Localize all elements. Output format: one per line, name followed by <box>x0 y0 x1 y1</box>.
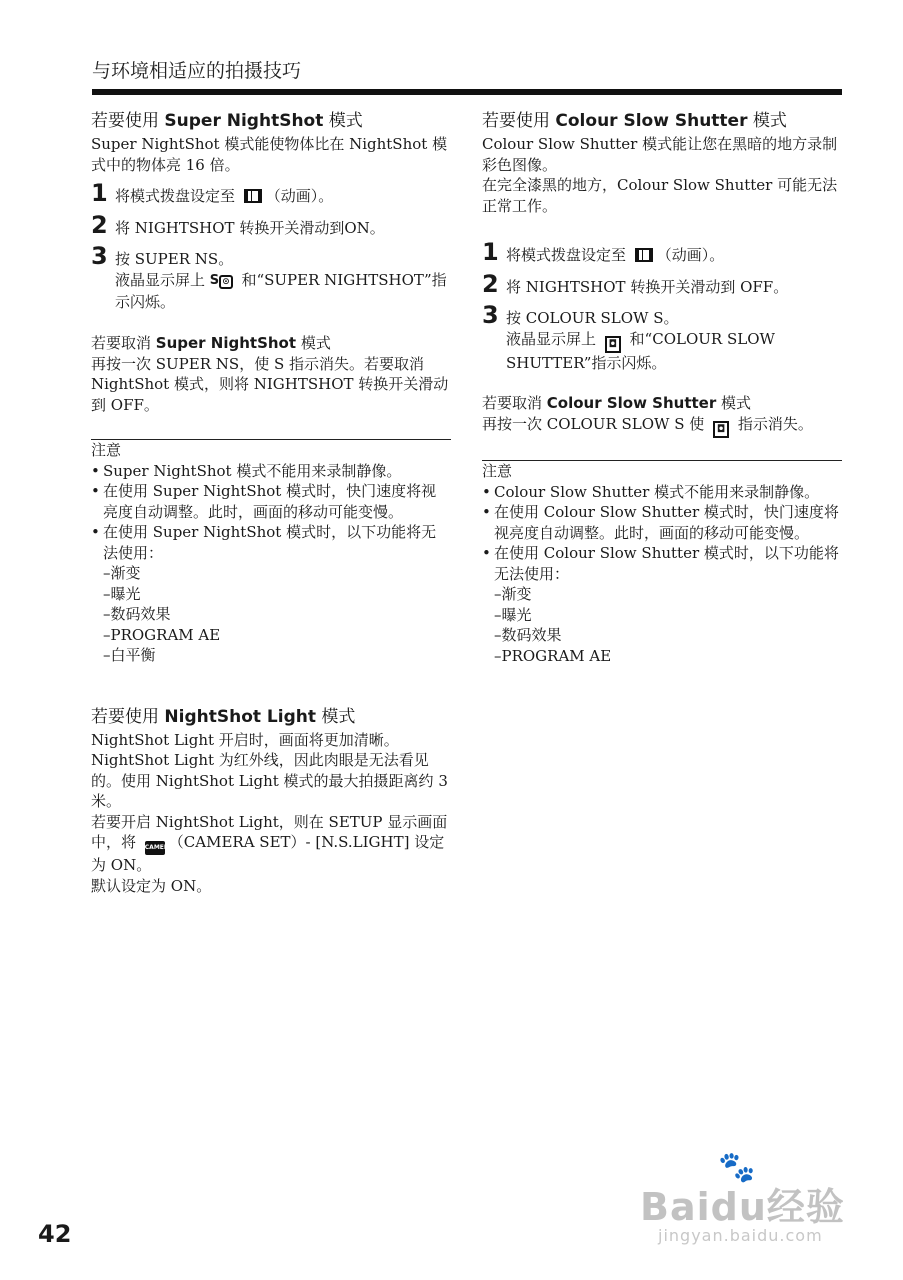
paw-icon: 🐾 <box>718 1150 756 1185</box>
right-column <box>482 108 842 666</box>
note-item: • 在使用 Super NightShot 模式时，以下功能将无法使用： <box>91 522 451 563</box>
cancel-super-nightshot-heading: 若要取消 Super NightShot 模式 <box>91 333 331 352</box>
page-header-title: 与环境相适应的拍摄技巧 <box>92 60 302 82</box>
notes-list <box>91 461 451 564</box>
notes-list <box>482 482 842 585</box>
movie-icon <box>635 248 653 262</box>
nightshot-light-heading: 若要使用 NightShot Light 模式 <box>91 706 356 727</box>
step-3: 3 按 SUPER NS。 液晶显示屏上 S ⊙ 和“SUPER NIGHTSHOT”指示闪烁。 <box>91 242 447 311</box>
super-nightshot-heading: 若要使用 Super NightShot 模式 <box>91 111 363 131</box>
dash-item: –数码效果 <box>494 626 562 644</box>
note-item: • Colour Slow Shutter 模式不能用来录制静像。 <box>482 482 842 503</box>
cancel-super-nightshot-text: 再按一次 SUPER NS，使 S 指示消失。若要取消 NightShot 模式，则将 NIGHTSHOT 转换开关滑动到 OFF。 <box>91 354 449 414</box>
dash-item: –渐变 <box>103 564 141 582</box>
header-rule <box>92 89 842 95</box>
colour-slow-shutter-desc2: 在完全漆黑的地方，Colour Slow Shutter 可能无法正常工作。 <box>482 176 838 215</box>
page-number: 42 <box>38 1220 72 1248</box>
left-column <box>91 108 451 896</box>
dash-item: –渐变 <box>494 585 532 603</box>
notes-label: 注意 <box>91 441 122 459</box>
notes-label: 注意 <box>482 462 513 480</box>
colour-slow-shutter-icon: ◘ <box>605 336 621 353</box>
baidu-watermark <box>640 1150 860 1255</box>
watermark-logo: Baidu经验 <box>640 1185 845 1229</box>
nightshot-light-p4: 默认设定为 ON。 <box>91 876 212 895</box>
colour-slow-shutter-desc1: Colour Slow Shutter 模式能让您在黑暗的地方录制彩色图像。 <box>482 135 838 174</box>
dash-item: –PROGRAM AE <box>494 646 612 665</box>
colour-slow-shutter-heading: 若要使用 Colour Slow Shutter 模式 <box>482 111 787 131</box>
nightshot-light-p3: 若要开启 NightShot Light，则在 SETUP 显示画面中，将 CAMERA（CAMERA SET）- [N.S.LIGHT] 设定为 ON。 <box>91 812 448 874</box>
nightshot-light-p2: NightShot Light 为红外线，因此肉眼是无法看见的。使用 NightShot Light 模式的最大拍摄距离约 3 米。 <box>91 751 448 810</box>
camera-set-icon: CAMERA <box>145 841 165 855</box>
watermark-url: jingyan.baidu.com <box>658 1226 823 1245</box>
dash-item: –数码效果 <box>103 605 171 623</box>
super-nightshot-icon: S ⊙ <box>210 272 233 293</box>
note-item: • Super NightShot 模式不能用来录制静像。 <box>91 461 451 482</box>
colour-slow-shutter-icon: ◘ <box>713 421 729 438</box>
step-2: 2 将 NIGHTSHOT 转换开关滑动到 OFF。 <box>482 269 789 298</box>
super-nightshot-description: Super NightShot 模式能使物体比在 NightShot 模式中的物体亮 16 倍。 <box>91 135 448 174</box>
cancel-colour-slow-shutter-text: 再按一次 COLOUR SLOW S 使 ◘ 指示消失。 <box>482 414 842 438</box>
cancel-colour-slow-shutter-heading: 若要取消 Colour Slow Shutter 模式 <box>482 394 752 412</box>
note-item: • 在使用 Colour Slow Shutter 模式时，以下功能将无法使用： <box>482 543 842 584</box>
nightshot-light-p1: NightShot Light 开启时，画面将更加清晰。 <box>91 730 399 749</box>
step-1: 1 将模式拨盘设定至 （动画）。 <box>91 179 334 207</box>
step-3: 3 按 COLOUR SLOW S。 液晶显示屏上 ◘ 和“COLOUR SLOW SHUTTER”指示闪烁。 <box>482 301 775 372</box>
dash-item: –曝光 <box>103 584 141 603</box>
disabled-functions-list <box>482 584 842 666</box>
dash-item: –PROGRAM AE <box>103 625 221 644</box>
note-item: • 在使用 Super NightShot 模式时，快门速度将视亮度自动调整。此时，画面的移动可能变慢。 <box>91 481 451 522</box>
step-1: 1 将模式拨盘设定至 （动画）。 <box>482 238 725 266</box>
disabled-functions-list <box>91 563 451 666</box>
movie-icon <box>244 189 262 203</box>
dash-item: –白平衡 <box>103 646 156 664</box>
step-2: 2 将 NIGHTSHOT 转换开关滑动到ON。 <box>91 210 385 239</box>
note-item: • 在使用 Colour Slow Shutter 模式时，快门速度将视亮度自动调整。此时，画面的移动可能变慢。 <box>482 502 842 543</box>
dash-item: –曝光 <box>494 605 532 624</box>
